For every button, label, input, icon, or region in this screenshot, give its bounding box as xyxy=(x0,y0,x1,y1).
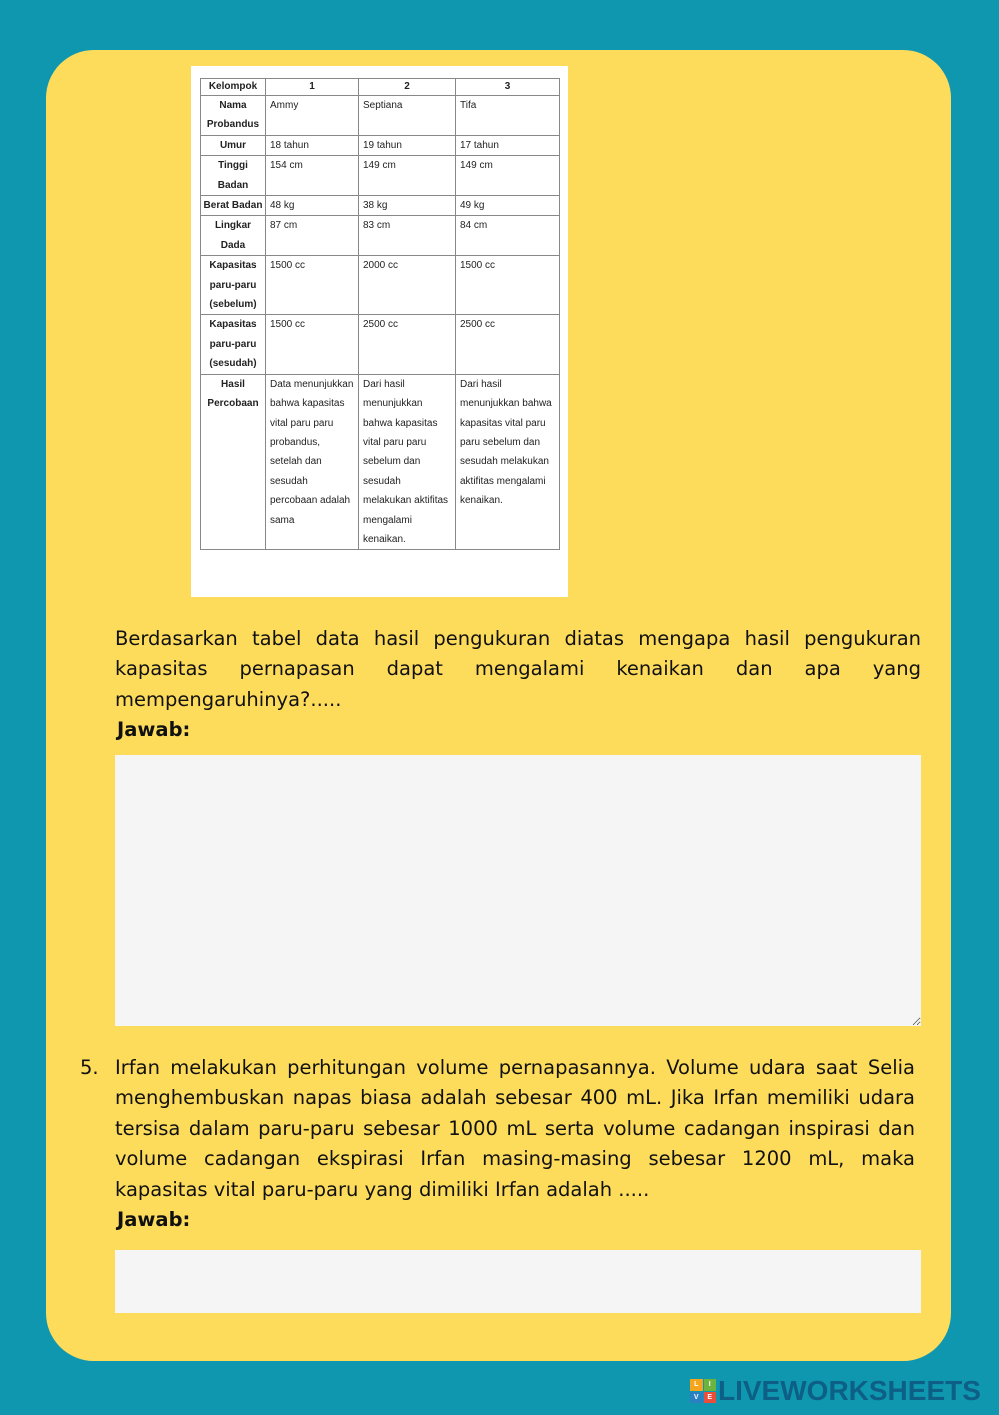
liveworksheets-logo xyxy=(690,1376,981,1406)
table-cell: 48 kg xyxy=(266,196,359,216)
table-cell: 18 tahun xyxy=(266,135,359,155)
row-label: Tinggi Badan xyxy=(201,156,266,196)
row-label: Hasil Percobaan xyxy=(201,374,266,550)
question-1 xyxy=(115,624,921,746)
question-number: 5. xyxy=(80,1056,99,1079)
logo-letter: V xyxy=(690,1392,703,1404)
table-row xyxy=(201,315,560,374)
answer-input-5[interactable] xyxy=(115,1250,921,1313)
row-label: Kapasitas paru-paru (sebelum) xyxy=(201,256,266,315)
table-row xyxy=(201,96,560,136)
table-header-cell: 3 xyxy=(456,79,560,96)
table-header-cell: 1 xyxy=(266,79,359,96)
table-cell: Septiana xyxy=(359,96,456,136)
table-cell: Tifa xyxy=(456,96,560,136)
table-cell: 17 tahun xyxy=(456,135,560,155)
table-header-row xyxy=(201,79,560,96)
table-cell: 2500 cc xyxy=(456,315,560,374)
logo-icon xyxy=(690,1379,716,1403)
table-row xyxy=(201,135,560,155)
table-cell: 2000 cc xyxy=(359,256,456,315)
table-header-cell: Kelompok xyxy=(201,79,266,96)
table-cell: 83 cm xyxy=(359,216,456,256)
table-cell: 149 cm xyxy=(456,156,560,196)
table-row xyxy=(201,374,560,550)
table-cell: 84 cm xyxy=(456,216,560,256)
table-cell: 49 kg xyxy=(456,196,560,216)
logo-letter: L xyxy=(690,1379,703,1391)
table-cell: Ammy xyxy=(266,96,359,136)
table-cell: 38 kg xyxy=(359,196,456,216)
row-label: Nama Probandus xyxy=(201,96,266,136)
table-cell: 19 tahun xyxy=(359,135,456,155)
question-5-text: Irfan melakukan perhitungan volume pernapasannya. Volume udara saat Selia menghembuskan napas biasa adalah sebesar 400 mL. Jika Irfan memiliki udara tersisa dalam paru-paru sebesar 1000 mL serta volume cadangan inspirasi dan volume cadangan ekspirasi Irfan masing-masing sebesar 1200 mL, maka kapasitas vital paru-paru yang dimiliki Irfan adalah ..... xyxy=(115,1056,915,1201)
row-label: Lingkar Dada xyxy=(201,216,266,256)
row-label: Kapasitas paru-paru (sesudah) xyxy=(201,315,266,374)
table-cell: Dari hasil menunjukkan bahwa kapasitas vital paru paru sebelum dan sesudah melakukan aktifitas mengalami kenaikan. xyxy=(359,374,456,550)
table-row xyxy=(201,216,560,256)
table-cell: Dari hasil menunjukkan bahwa kapasitas vital paru paru sebelum dan sesudah melakukan aktifitas mengalami kenaikan. xyxy=(456,374,560,550)
table-cell: 1500 cc xyxy=(266,315,359,374)
table-header-cell: 2 xyxy=(359,79,456,96)
question-5 xyxy=(115,1053,915,1235)
answer-label: Jawab: xyxy=(117,1208,191,1232)
table-cell: 87 cm xyxy=(266,216,359,256)
logo-letter: I xyxy=(704,1379,717,1391)
logo-letter: E xyxy=(704,1392,717,1404)
table-cell: 154 cm xyxy=(266,156,359,196)
table-cell: 149 cm xyxy=(359,156,456,196)
data-table xyxy=(200,78,560,550)
table-row xyxy=(201,196,560,216)
data-table-image xyxy=(191,66,568,597)
answer-label: Jawab: xyxy=(117,718,191,742)
question-1-text: Berdasarkan tabel data hasil pengukuran diatas mengapa hasil pengukuran kapasitas pernapasan dapat mengalami kenaikan dan apa yang mempengaruhinya?..... xyxy=(115,627,921,711)
table-cell: 2500 cc xyxy=(359,315,456,374)
table-cell: 1500 cc xyxy=(266,256,359,315)
answer-input-1[interactable] xyxy=(115,755,921,1026)
logo-text: LIVEWORKSHEETS xyxy=(718,1375,981,1406)
table-cell: Data menunjukkan bahwa kapasitas vital paru paru probandus, setelah dan sesudah percobaan adalah sama xyxy=(266,374,359,550)
table-row xyxy=(201,156,560,196)
row-label: Umur xyxy=(201,135,266,155)
table-row xyxy=(201,256,560,315)
table-cell: 1500 cc xyxy=(456,256,560,315)
row-label: Berat Badan xyxy=(201,196,266,216)
